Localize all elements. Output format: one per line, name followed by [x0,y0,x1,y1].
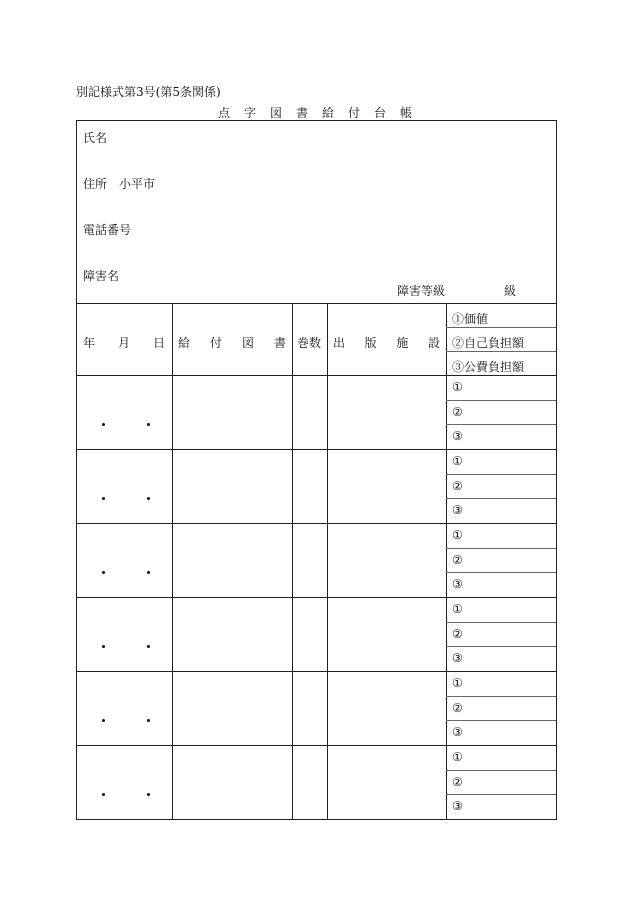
title-char: 給 [322,106,335,120]
phone-field[interactable] [83,221,131,238]
subrow-divider [446,794,556,795]
publisher-cell[interactable] [328,671,446,745]
ledger-table [76,120,557,820]
header-date-char: 日 [152,336,165,350]
header-publisher-char: 版 [364,336,377,350]
self-pay-cell[interactable]: ② [452,552,463,567]
title-char: 図 [269,106,282,120]
book-cell[interactable] [173,375,292,449]
date-separator-dot [147,423,150,426]
subrow-divider [446,720,556,721]
form-title [0,104,630,121]
price-cell[interactable]: ① [452,602,463,616]
date-separator-dot [147,497,150,500]
price-cell[interactable]: ① [452,380,463,394]
publisher-cell[interactable] [328,597,446,671]
public-pay-cell[interactable]: ③ [452,429,463,444]
address-field[interactable] [83,175,155,192]
date-separator-dot [147,571,150,574]
date-cell[interactable] [77,375,172,449]
title-char: 帳 [400,106,413,120]
book-cell[interactable] [173,523,292,597]
header-book-char: 付 [209,336,222,350]
date-separator-dot [147,719,150,722]
header-book-char: 書 [273,336,286,350]
volumes-cell[interactable] [293,745,327,819]
applicant-info-section [77,121,556,304]
self-pay-cell[interactable]: ② [452,404,463,419]
date-separator-dot [147,645,150,648]
subrow-divider [446,327,556,328]
date-separator-dot [102,793,105,796]
subrow-divider [446,474,556,475]
price-cell[interactable]: ① [452,528,463,542]
header-date [83,334,165,351]
self-pay-cell[interactable]: ② [452,774,463,789]
price-cell[interactable]: ① [452,454,463,468]
title-char: 字 [243,106,256,120]
date-cell[interactable] [77,449,172,523]
self-pay-cell[interactable]: ② [452,626,463,641]
public-pay-cell[interactable]: ③ [452,651,463,666]
header-book-char: 図 [241,336,254,350]
date-cell[interactable] [77,671,172,745]
date-separator-dot [102,719,105,722]
public-pay-cell[interactable]: ③ [452,725,463,740]
title-char: 書 [295,106,308,120]
price-cell[interactable]: ① [452,750,463,764]
date-cell[interactable] [77,745,172,819]
self-pay-cell[interactable]: ② [452,478,463,493]
date-separator-dot [102,497,105,500]
subrow-divider [446,572,556,573]
header-public-pay: ③公費負担額 [452,360,525,374]
title-char: 台 [374,106,387,120]
book-cell[interactable] [173,597,292,671]
book-cell[interactable] [173,671,292,745]
header-publisher-char: 出 [333,336,346,350]
volumes-cell[interactable] [293,671,327,745]
book-cell[interactable] [173,449,292,523]
header-volumes: 巻数 [297,336,322,350]
disability-grade-unit[interactable]: 級 [504,284,517,298]
phone-label: 電話番号 [83,223,132,237]
form-reference: 別記様式第3号(第5条関係) [76,85,221,99]
name-label: 氏名 [83,131,108,145]
publisher-cell[interactable] [328,449,446,523]
volumes-cell[interactable] [293,375,327,449]
public-pay-cell[interactable]: ③ [452,799,463,814]
subrow-divider [446,424,556,425]
subrow-divider [446,622,556,623]
header-publisher-char: 施 [396,336,409,350]
publisher-cell[interactable] [328,523,446,597]
subrow-divider [446,770,556,771]
header-publisher [333,334,440,351]
subrow-divider [446,548,556,549]
address-label: 住所 [83,177,108,191]
date-separator-dot [102,645,105,648]
volumes-cell[interactable] [293,597,327,671]
subrow-divider [446,646,556,647]
header-date-char: 年 [83,336,96,350]
public-pay-cell[interactable]: ③ [452,503,463,518]
title-char: 点 [217,106,230,120]
self-pay-cell[interactable]: ② [452,700,463,715]
public-pay-cell[interactable]: ③ [452,577,463,592]
header-self-pay: ②自己負担額 [452,336,525,350]
subrow-divider [446,400,556,401]
address-value: 小平市 [119,177,156,191]
subrow-divider [446,498,556,499]
volumes-cell[interactable] [293,523,327,597]
subrow-divider [446,351,556,352]
disability-grade-label: 障害等級 [397,284,446,298]
header-book [178,334,286,351]
date-cell[interactable] [77,597,172,671]
price-cell[interactable]: ① [452,676,463,690]
header-publisher-char: 設 [427,336,440,350]
column-divider [446,303,447,819]
subrow-divider [446,696,556,697]
publisher-cell[interactable] [328,745,446,819]
book-cell[interactable] [173,745,292,819]
disability-field[interactable] [83,267,119,284]
date-separator-dot [102,571,105,574]
volumes-cell[interactable] [293,449,327,523]
header-date-char: 月 [117,336,130,350]
supply-records-grid [77,303,556,819]
header-book-char: 給 [178,336,191,350]
publisher-cell[interactable] [328,375,446,449]
disability-label: 障害名 [83,269,120,283]
date-separator-dot [147,793,150,796]
header-price: ①価値 [452,312,489,326]
date-separator-dot [102,423,105,426]
date-cell[interactable] [77,523,172,597]
title-char: 付 [348,106,361,120]
name-field[interactable] [83,129,107,146]
